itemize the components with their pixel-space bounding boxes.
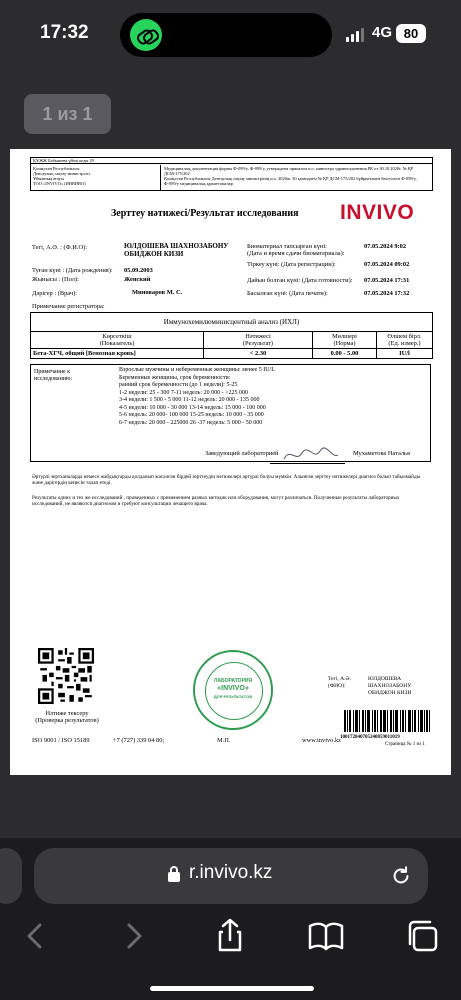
url-text: r.invivo.kz (189, 862, 273, 883)
header-top: ҚҰЖЖ Бобышева үйімі коды 29 (31, 158, 432, 164)
ready-label: Дайын болған күні: (Дата готовности): (247, 277, 353, 284)
status-bar (0, 0, 461, 70)
footer-name-label: Тегі, А.Ә. (328, 676, 351, 682)
name-value-1: ЮЛДОШЕВА ШАХНОЗАБОНУ (124, 242, 229, 250)
name-value-2: ОБИДЖОН КИЗИ (124, 250, 184, 258)
footer-name: ЮЛДОШЕВА (368, 676, 402, 682)
footer-name-2: ШАХНОЗАБОНУ (368, 683, 412, 689)
bookmarks-icon[interactable] (306, 916, 346, 956)
registrar-note-label: Примечание регистратора: (32, 303, 105, 310)
qr-label: Нәтиже тексеру (45, 710, 89, 717)
disclaimer-kz: Әртүрлі зертханаларда немесе жабдықтарды қолданып жасалған бірдей зерттеудің нәтижелері әртүрлі болуы мүмкін. Алынған зерттеу нәтижелері диагноз болып табылмайды және дәрігердің кеңесін талап етеді. (32, 474, 421, 486)
network-type: 4G (372, 24, 393, 41)
reload-icon[interactable] (390, 865, 412, 887)
barcode-number: 100172840705240859011019 (340, 735, 400, 740)
header-left: Қазақстан Республикасы Денсаулық сақтау министрлігі Ұйымның атауы ТОО «INVIVO» (ИНВИВО) (31, 165, 161, 190)
share-icon[interactable] (210, 916, 250, 956)
battery-icon: 80 (396, 24, 426, 43)
lab-head-label: Заведующий лабораторией (205, 450, 279, 457)
note-label: Примечание к исследованию: (34, 369, 73, 382)
footer-name-label-ru: (ФИО): (328, 683, 346, 689)
form-header (30, 157, 433, 191)
footer-name-3: ОБИДЖОН КИЗИ (368, 690, 412, 696)
website-link[interactable]: www.invivo.kz (302, 737, 341, 744)
clock: 17:32 (40, 22, 89, 43)
page-counter: 1 из 1 (24, 94, 111, 134)
doctor-value: Миноваров М. С. (132, 289, 183, 296)
browser-toolbar (0, 916, 461, 956)
sex-label: Жынысы : (Пол): (32, 276, 79, 283)
browser-bottom-bar (0, 838, 461, 1000)
iso-label: ISO 9001 / ISO 15189 (32, 737, 90, 744)
reg-label: Тіркеу күні: (Дата регистрации): (247, 261, 336, 268)
reg-date: 07.05.2024 09:02 (364, 261, 410, 268)
qr-code-icon[interactable] (38, 648, 94, 704)
print-date: 07.05.2024 17:32 (364, 290, 410, 297)
lock-icon (168, 872, 180, 882)
table-header: Көрсеткіш (Показатель) Нәтижесі (Результат) Мөлшері (Норма) Өлшем бірл. (Ед. измер.) (31, 332, 432, 349)
doctor-label: Дәрігер : (Врач): (32, 290, 77, 297)
biomaterial-date: 07.05.2024 9:02 (364, 243, 407, 250)
sex-value: Женский (124, 276, 151, 283)
study-note (30, 364, 431, 462)
lab-head-name: Мухаметова Наталья (353, 450, 410, 457)
dynamic-island[interactable] (120, 13, 332, 57)
lab-seal: ЛАБОРАТОРИЯ «INVIVO» ДЛЯ РЕЗУЛЬТАТОВ (193, 650, 273, 730)
ready-date: 07.05.2024 17:31 (364, 277, 410, 284)
header-right: Медициналық документация формы Ф-099/у, Ф-099/у, утверждена приказом и.о. министра здравоохранения РК от 30.10.2020г. № ҚР ДСМ-175/202 Қазақстан Республикасы Денсаулық сақтау министрінің и.о. 2020ж. 30 қазандағы № ҚР ДСМ-175/202 бұйрығымен бекітілген Ф-099/у, Ф-099/у медициналық құжаттамалар (164, 166, 417, 186)
page-number: Страница № 1 из 1 (385, 742, 425, 747)
forward-icon[interactable] (113, 916, 153, 956)
document-title: Зерттеу нәтижесі/Результат исследования (111, 208, 299, 219)
mp-label: М.П. (217, 737, 231, 744)
table-row: Бета-ХГЧ, общий [Венозная кровь] < 2.30 0.00 - 5.00 IU/l (33, 350, 410, 357)
link-icon (130, 19, 162, 51)
back-icon[interactable] (16, 916, 56, 956)
reference-ranges: Взрослые мужчины и небеременные женщины: менее 5 IU/L Беременные женщины, срок беременности: ранний срок беременности (до 1 недели): 5-25 1-2 недели: 25 - 300 7-11 недель: 20 000 - >225 000 3-4 недели: 1 500 - 5 000 11-12 недель: 20 000 - 135 000 4-5 недели: 10 000 - 30 000 13-14 недель: 15 000 - 100 000 5-6 недель: 20 000- 100 000 15-25 недель: 10 000 - 35 000 6-7 недель: 20 000 - 225000 26 -37 недель: 5 000 - 50 000 (119, 367, 275, 426)
biomaterial-label-ru: (Дата и время сдачи биоматериала): (247, 250, 345, 257)
lab-result-page (10, 149, 451, 775)
tabs-icon[interactable] (402, 916, 442, 956)
document-viewer[interactable] (0, 70, 461, 838)
previous-tab[interactable] (0, 848, 22, 904)
address-bar[interactable] (34, 848, 428, 904)
home-indicator[interactable] (150, 986, 314, 991)
dob-label: Туған күні : (Дата рождения): (32, 267, 113, 274)
invivo-logo: INVIVO (340, 201, 415, 224)
print-label: Басылған күні: (Дата печати): (247, 290, 328, 297)
biomaterial-label: Биоматериал тапсырған күні: (247, 243, 327, 250)
dob-value: 05.09.2003 (124, 267, 153, 274)
table-caption: Иммунохемилюминисцентный анализ (ИХЛ) (31, 313, 432, 332)
results-table (30, 312, 433, 359)
barcode-icon (344, 710, 430, 732)
phone[interactable]: +7 (727) 339 04 80; (113, 737, 165, 744)
disclaimer-ru: Результаты одних и тех же исследований , проведенных с применением разных методик или оборудования, могут различаться. Полученные результаты лабораторных исследований, не являются диагнозом и требуют консультации лечащего врача. (32, 495, 400, 507)
qr-label-ru: (Проверка результатов) (35, 717, 99, 724)
signature-icon (280, 445, 340, 465)
signal-icon (346, 26, 366, 42)
name-label: Тегі, А.Ә. : (Ф.И.О): (32, 244, 87, 251)
